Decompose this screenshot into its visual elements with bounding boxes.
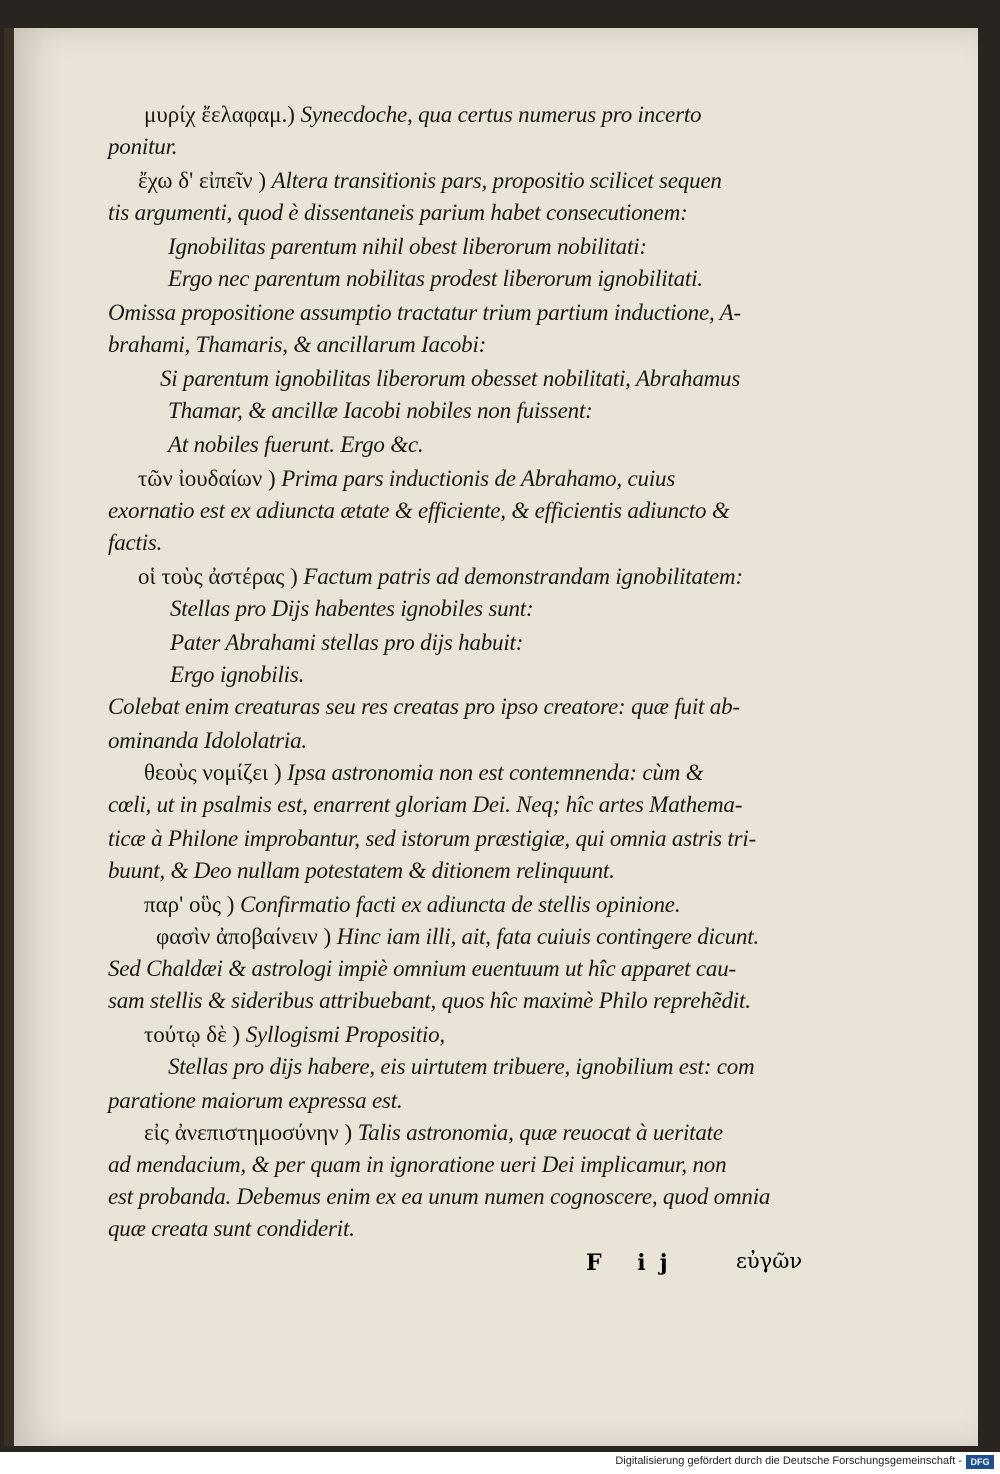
greek-lemma: φασὶν ἀποβαίνειν ) (156, 924, 332, 949)
text-line (170, 628, 523, 658)
latin-commentary: Colebat enim creaturas seu res creatas pro ipso creatore: quæ fuit ab- (108, 694, 740, 719)
text-line (160, 364, 740, 394)
greek-lemma: τούτῳ δὲ ) (144, 1022, 241, 1047)
latin-commentary: Thamar, & ancillæ Iacobi nobiles non fuissent: (168, 398, 593, 423)
latin-commentary: Syllogismi Propositio, (240, 1022, 445, 1047)
text-line (168, 1052, 754, 1082)
latin-commentary: cœli, ut in psalmis est, enarrent gloriam Dei. Neq; hîc artes Mathema- (108, 792, 743, 817)
latin-commentary: Ipsa astronomia non est contemnenda: cùm & (281, 760, 704, 785)
greek-lemma: οἱ τοὺς ἀστέρας ) (138, 564, 298, 589)
latin-commentary: Pater Abrahami stellas pro dijs habuit: (170, 630, 524, 655)
text-line (108, 1214, 355, 1244)
latin-commentary: Synecdoche, qua certus numerus pro incerto (294, 102, 702, 127)
text-line (108, 986, 751, 1016)
text-line (156, 922, 759, 952)
text-line (108, 1086, 402, 1116)
text-line (108, 692, 740, 722)
greek-lemma: παρ' οὓς ) (144, 892, 235, 917)
text-line (108, 132, 177, 162)
text-line (138, 562, 743, 592)
footer-bar (0, 1452, 1000, 1474)
latin-commentary: ponitur. (108, 134, 178, 159)
latin-commentary: Stellas pro Dijs habentes ignobiles sunt: (170, 596, 534, 621)
text-line (108, 298, 741, 328)
greek-lemma: μυρίχ ἔελαφαμ.) (144, 102, 295, 127)
latin-commentary: est probanda. Debemus enim ex ea unum numen cognoscere, quod omnia (108, 1184, 771, 1209)
latin-commentary: Sed Chaldæi & astrologi impiè omnium euentuum ut hîc apparet cau- (108, 956, 736, 981)
greek-lemma: ἔχω δ' εἰπεῖν ) (138, 168, 267, 193)
latin-commentary: quæ creata sunt condiderit. (108, 1216, 355, 1241)
text-line (168, 232, 647, 262)
text-line (108, 330, 486, 360)
latin-commentary: buunt, & Deo nullam potestatem & ditionem relinquunt. (108, 858, 615, 883)
text-line (108, 824, 756, 854)
latin-commentary: ominanda Idololatria. (108, 728, 307, 753)
latin-commentary: Ergo nec parentum nobilitas prodest liberorum ignobilitati. (168, 266, 703, 291)
text-line (108, 198, 688, 228)
text-line (144, 890, 680, 920)
page-text (14, 28, 988, 1446)
text-line (108, 1182, 770, 1212)
latin-commentary: paratione maiorum expressa est. (108, 1088, 403, 1113)
text-line (144, 100, 701, 130)
latin-commentary: ad mendacium, & per quam in ignoratione ueri Dei implicamur, non (108, 1152, 727, 1177)
text-line (144, 1020, 445, 1050)
text-line (138, 464, 675, 494)
latin-commentary: At nobiles fuerunt. Ergo &c. (168, 432, 424, 457)
text-line (168, 396, 593, 426)
text-line (108, 954, 736, 984)
catchword: εὐγῶν (736, 1249, 803, 1273)
latin-commentary: Stellas pro dijs habere, eis uirtutem tribuere, ignobilium est: com (168, 1054, 755, 1079)
text-line (108, 790, 742, 820)
latin-commentary: Hinc iam illi, ait, fata cuiuis contingere dicunt. (331, 924, 760, 949)
latin-commentary: Omissa propositione assumptio tractatur trium partium inductione, A- (108, 300, 741, 325)
greek-lemma: θεοὺς νομίζει ) (144, 760, 282, 785)
text-line (108, 726, 307, 756)
text-line (138, 166, 722, 196)
latin-commentary: Factum patris ad demonstrandam ignobilitatem: (297, 564, 743, 589)
latin-commentary: ticæ à Philone improbantur, sed istorum præstigiæ, qui omnia astris tri- (108, 826, 756, 851)
latin-commentary: exornatio est ex adiuncta ætate & efficiente, & efficientis adiuncto & (108, 498, 730, 523)
latin-commentary: Ignobilitas parentum nihil obest liberorum nobilitati: (168, 234, 647, 259)
text-line (168, 430, 423, 460)
text-line (108, 1150, 726, 1180)
latin-commentary: Talis astronomia, quæ reuocat à ueritate (352, 1120, 723, 1145)
text-line (144, 1118, 723, 1148)
text-line (144, 758, 703, 788)
latin-commentary: Ergo ignobilis. (170, 662, 305, 687)
text-line (108, 856, 615, 886)
greek-lemma: τῶν ἰουδαίων ) (138, 466, 276, 491)
latin-commentary: Si parentum ignobilitas liberorum obesset nobilitati, Abrahamus (160, 366, 741, 391)
latin-commentary: tis argumenti, quod è dissentaneis parium habet consecutionem: (108, 200, 688, 225)
footer-funding-text: Digitalisierung gefördert durch die Deutsche Forschungsgemeinschaft - (615, 1455, 962, 1467)
greek-lemma: εἰς ἀνεπιστημοσύνην ) (144, 1120, 353, 1145)
dfg-logo: DFG (966, 1455, 994, 1469)
text-line (170, 660, 304, 690)
text-line (170, 594, 533, 624)
latin-commentary: Confirmatio facti ex adiuncta de stellis opinione. (234, 892, 681, 917)
book-page (4, 28, 978, 1446)
latin-commentary: sam stellis & sideribus attribuebant, quos hîc maximè Philo reprehẽdit. (108, 988, 751, 1013)
latin-commentary: factis. (108, 530, 163, 555)
text-line (108, 528, 162, 558)
signature-mark: F ij (586, 1250, 682, 1276)
latin-commentary: Altera transitionis pars, propositio scilicet sequen (266, 168, 722, 193)
text-line (108, 496, 730, 526)
text-line (168, 264, 703, 294)
latin-commentary: brahami, Thamaris, & ancillarum Iacobi: (108, 332, 487, 357)
latin-commentary: Prima pars inductionis de Abrahamo, cuius (275, 466, 676, 491)
